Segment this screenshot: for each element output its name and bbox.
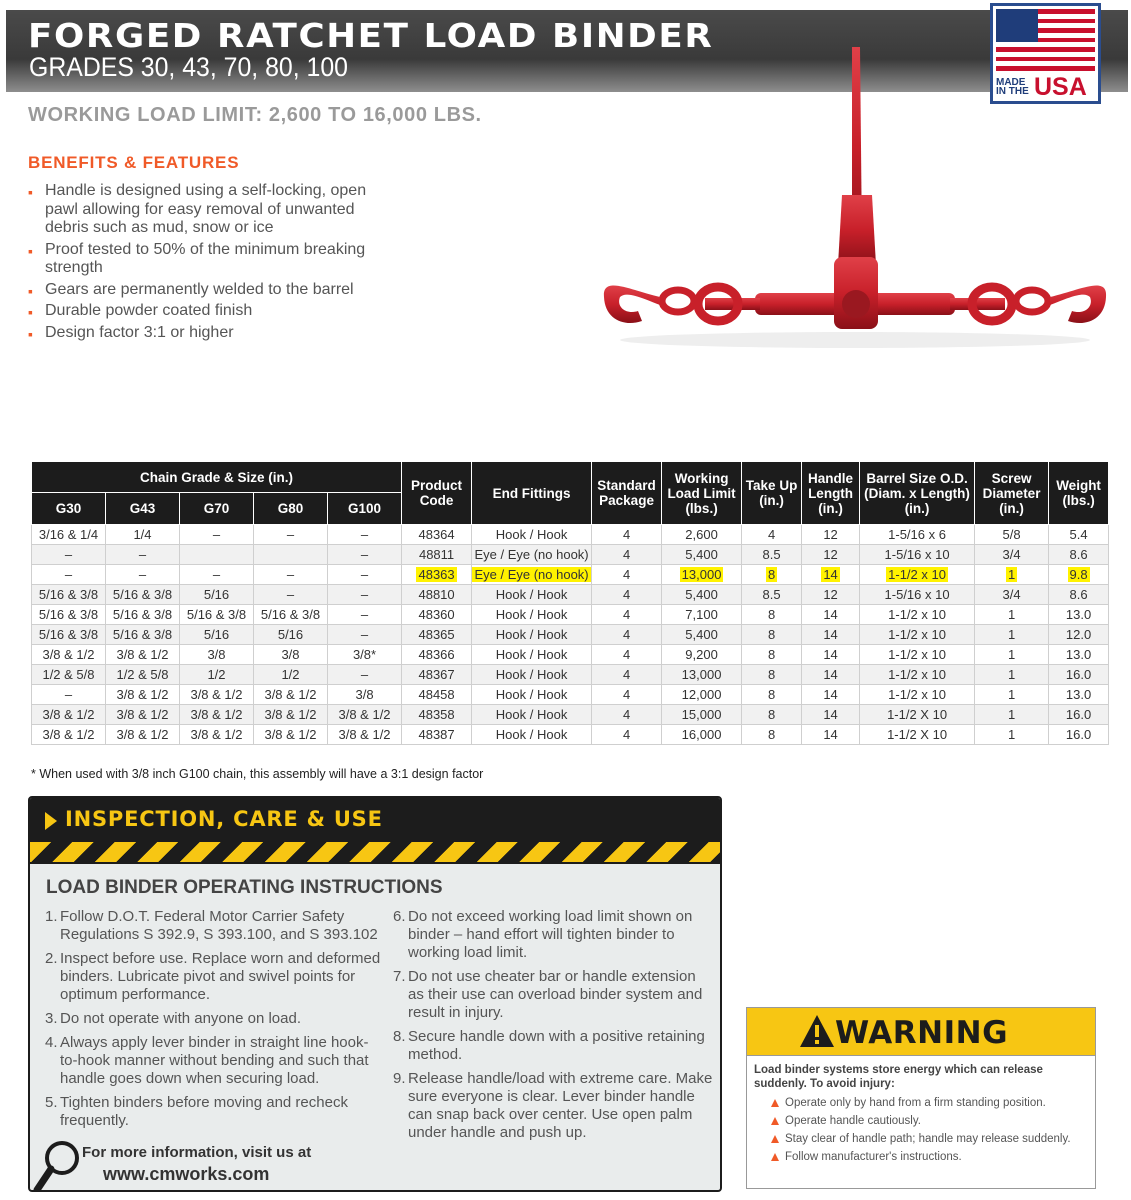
more-info-text: For more information, visit us at (82, 1144, 312, 1161)
table-cell: 1 (975, 725, 1049, 745)
table-cell: 1-1/2 X 10 (860, 725, 975, 745)
table-cell: 4 (592, 665, 662, 685)
table-row (32, 725, 1109, 745)
table-cell: Hook / Hook (472, 705, 592, 725)
table-cell: 1-5/16 x 6 (860, 525, 975, 545)
table-cell: 5/16 & 3/8 (106, 605, 180, 625)
instruction-item: 3. Do not operate with anyone on load. (45, 1010, 302, 1027)
table-cell: 1 (975, 625, 1049, 645)
table-cell: 14 (802, 665, 860, 685)
table-cell: Eye / Eye (no hook) (472, 545, 592, 565)
table-cell: 3/8 & 1/2 (106, 685, 180, 705)
bullet-icon: ▪ (28, 282, 33, 299)
table-cell: 14 (802, 565, 860, 585)
table-cell: – (328, 545, 402, 565)
table-cell: – (32, 685, 106, 705)
instruction-item: 4. Always apply lever binder in straight line hook-to-hook manner without bending and such that handle goes down when securing load. (45, 1034, 369, 1087)
table-cell: Hook / Hook (472, 625, 592, 645)
table-cell: 5/16 & 3/8 (106, 585, 180, 605)
col-header: Handle Length (in.) (802, 462, 860, 525)
table-cell: 48458 (402, 685, 472, 705)
table-cell: – (254, 585, 328, 605)
table-row (32, 645, 1109, 665)
table-cell: 3/8 (180, 645, 254, 665)
table-cell: 1/2 & 5/8 (106, 665, 180, 685)
table-cell: 15,000 (662, 705, 742, 725)
table-row (32, 525, 1109, 545)
table-cell: 1-1/2 x 10 (860, 645, 975, 665)
table-cell: 5/16 (254, 625, 328, 645)
magnifier-icon (32, 1138, 82, 1192)
table-cell: 8 (742, 705, 802, 725)
table-cell: 5/8 (975, 525, 1049, 545)
table-cell: 1-1/2 x 10 (860, 665, 975, 685)
table-cell: 4 (592, 525, 662, 545)
table-cell: 5.4 (1049, 525, 1109, 545)
table-cell: 1-1/2 x 10 (860, 685, 975, 705)
table-cell: 1 (975, 705, 1049, 725)
bullet-icon: ▪ (28, 242, 33, 259)
col-header: Standard Package (592, 462, 662, 525)
benefits-title: BENEFITS & FEATURES (28, 153, 240, 172)
warning-intro: Load binder systems store energy which can release suddenly. To avoid injury: (754, 1064, 1043, 1090)
table-cell: 1-1/2 X 10 (860, 705, 975, 725)
table-row (32, 705, 1109, 725)
col-header: G70 (180, 493, 254, 525)
table-cell: 3/8 & 1/2 (180, 685, 254, 705)
table-cell: 3/8 & 1/2 (180, 725, 254, 745)
table-cell: 1-1/2 x 10 (860, 605, 975, 625)
instructions-title: LOAD BINDER OPERATING INSTRUCTIONS (46, 877, 443, 898)
table-cell: 8.5 (742, 545, 802, 565)
table-cell: 48360 (402, 605, 472, 625)
table-cell: 5/16 & 3/8 (254, 605, 328, 625)
chain-grade-header: Chain Grade & Size (in.) (32, 462, 402, 493)
table-cell: Hook / Hook (472, 585, 592, 605)
table-cell: 3/4 (975, 585, 1049, 605)
table-row (32, 685, 1109, 705)
table-cell: 48387 (402, 725, 472, 745)
table-cell: 3/8 & 1/2 (254, 725, 328, 745)
table-row (32, 625, 1109, 645)
warning-title: WARNING (835, 1015, 1009, 1051)
table-cell: – (106, 565, 180, 585)
table-cell: 16.0 (1049, 665, 1109, 685)
table-cell: 4 (592, 725, 662, 745)
table-cell: 3/8 & 1/2 (106, 725, 180, 745)
table-cell: 5/16 & 3/8 (106, 625, 180, 645)
table-cell: 9,200 (662, 645, 742, 665)
table-cell: 4 (592, 645, 662, 665)
table-cell: 1 (975, 645, 1049, 665)
table-cell: 3/8 (328, 685, 402, 705)
table-cell: 14 (802, 645, 860, 665)
table-cell: – (180, 565, 254, 585)
inspection-panel (28, 796, 722, 1192)
table-cell: – (328, 525, 402, 545)
instruction-item: 6. Do not exceed working load limit shown on binder – hand effort will tighten binder to working load limit. (393, 908, 693, 961)
table-cell: 13,000 (662, 665, 742, 685)
table-row (32, 585, 1109, 605)
feature-item: ▪ Handle is designed using a self-locking, open pawl allowing for easy removal of unwanted debris such as mud, snow or ice (28, 182, 367, 236)
table-cell: – (32, 545, 106, 565)
table-cell: 8 (742, 565, 802, 585)
table-cell: 3/4 (975, 545, 1049, 565)
table-cell: 12 (802, 525, 860, 545)
load-binder-illustration (590, 35, 1110, 355)
instructions-column-right (393, 908, 713, 1148)
table-cell: – (106, 545, 180, 565)
table-cell: 1/2 (180, 665, 254, 685)
warning-item: Operate handle cautiously. (769, 1114, 1089, 1128)
table-cell: 3/8 & 1/2 (328, 705, 402, 725)
table-cell: 1/2 (254, 665, 328, 685)
table-cell: – (32, 565, 106, 585)
table-cell: – (254, 525, 328, 545)
table-cell: 5,400 (662, 545, 742, 565)
instruction-item: 2. Inspect before use. Replace worn and deformed binders. Lubricate pivot and swivel points for optimum performance. (45, 950, 381, 1003)
table-cell: Hook / Hook (472, 605, 592, 625)
table-cell: 3/8 & 1/2 (180, 705, 254, 725)
table-cell: 3/8 & 1/2 (32, 705, 106, 725)
table-cell: – (328, 585, 402, 605)
inspection-header (30, 798, 720, 842)
feature-item: ▪ Durable powder coated finish (28, 302, 253, 320)
table-cell: – (180, 525, 254, 545)
table-cell: 4 (592, 685, 662, 705)
features-list (28, 182, 398, 345)
warning-item: Stay clear of handle path; handle may release suddenly. (769, 1132, 1089, 1146)
table-cell: 48366 (402, 645, 472, 665)
col-header: Take Up (in.) (742, 462, 802, 525)
website-link[interactable]: www.cmworks.com (103, 1164, 270, 1184)
table-cell: 8.6 (1049, 585, 1109, 605)
table-cell: 4 (592, 625, 662, 645)
table-cell: 12.0 (1049, 625, 1109, 645)
table-cell: 1 (975, 565, 1049, 585)
table-cell: 8 (742, 725, 802, 745)
table-cell: 12 (802, 545, 860, 565)
caution-triangle-icon (771, 1153, 779, 1161)
table-cell: 48367 (402, 665, 472, 685)
table-cell: 5/16 (180, 625, 254, 645)
usa-label: USA (1034, 73, 1087, 101)
table-cell: 2,600 (662, 525, 742, 545)
col-header: End Fittings (472, 462, 592, 525)
table-cell: 3/8 & 1/2 (254, 705, 328, 725)
table-cell: 3/8 & 1/2 (254, 685, 328, 705)
table-cell: 8 (742, 625, 802, 645)
table-cell: 48364 (402, 525, 472, 545)
table-cell: 13.0 (1049, 645, 1109, 665)
table-cell: 1-5/16 x 10 (860, 585, 975, 605)
table-cell: 1 (975, 665, 1049, 685)
table-cell: Hook / Hook (472, 665, 592, 685)
warning-list (769, 1096, 1089, 1168)
table-cell: 1 (975, 605, 1049, 625)
table-cell: 5/16 & 3/8 (32, 605, 106, 625)
table-cell: 8.6 (1049, 545, 1109, 565)
table-cell: 1/4 (106, 525, 180, 545)
warning-header (747, 1008, 1095, 1056)
table-cell: 14 (802, 625, 860, 645)
instruction-item: 8. Secure handle down with a positive retaining method. (393, 1028, 705, 1063)
table-cell (254, 545, 328, 565)
col-header: Product Code (402, 462, 472, 525)
col-header: G43 (106, 493, 180, 525)
table-cell: – (328, 625, 402, 645)
spec-table-body (32, 525, 1109, 745)
table-cell: Hook / Hook (472, 525, 592, 545)
feature-item: ▪ Proof tested to 50% of the minimum breaking strength (28, 240, 366, 276)
play-arrow-icon (45, 812, 57, 830)
table-cell: 3/8 & 1/2 (328, 725, 402, 745)
instruction-item: 9. Release handle/load with extreme care. Make sure everyone is clear. Lever binder handle can snap back over center. Use open palm under handle and push up. (393, 1070, 713, 1141)
table-cell: 3/8 & 1/2 (106, 705, 180, 725)
warning-panel (746, 1007, 1096, 1189)
table-cell: Hook / Hook (472, 685, 592, 705)
feature-item: ▪ Design factor 3:1 or higher (28, 323, 234, 342)
table-cell: 3/8 (254, 645, 328, 665)
page-title: FORGED RATCHET LOAD BINDER (28, 16, 714, 55)
table-cell: 14 (802, 605, 860, 625)
table-cell: 48358 (402, 705, 472, 725)
inspection-title: INSPECTION, CARE & USE (65, 807, 383, 831)
table-row (32, 545, 1109, 565)
col-header: Working Load Limit (lbs.) (662, 462, 742, 525)
feature-item: ▪ Gears are permanently welded to the barrel (28, 280, 354, 299)
table-row (32, 565, 1109, 585)
table-cell: 3/8 & 1/2 (106, 645, 180, 665)
table-cell (180, 545, 254, 565)
table-row (32, 605, 1109, 625)
table-cell: 1-1/2 x 10 (860, 625, 975, 645)
table-cell: 8.5 (742, 585, 802, 605)
page-subtitle: GRADES 30, 43, 70, 80, 100 (29, 52, 348, 82)
table-cell: 16.0 (1049, 725, 1109, 745)
warning-triangle-icon (799, 1014, 835, 1048)
table-cell: 14 (802, 685, 860, 705)
hazard-stripe (30, 842, 720, 864)
col-header: Weight (lbs.) (1049, 462, 1109, 525)
table-cell: 1-5/16 x 10 (860, 545, 975, 565)
table-cell: 48365 (402, 625, 472, 645)
table-cell: 16,000 (662, 725, 742, 745)
table-cell: 3/8* (328, 645, 402, 665)
caution-triangle-icon (771, 1117, 779, 1125)
table-cell: – (328, 565, 402, 585)
col-header: G100 (328, 493, 402, 525)
table-cell: 4 (742, 525, 802, 545)
table-cell: 9.8 (1049, 565, 1109, 585)
table-cell: 5/16 & 3/8 (32, 625, 106, 645)
table-cell: 48810 (402, 585, 472, 605)
table-cell: 12 (802, 585, 860, 605)
bullet-icon: ▪ (28, 325, 33, 342)
bullet-icon: ▪ (28, 304, 33, 320)
table-cell: 4 (592, 545, 662, 565)
col-header: Screw Diameter (in.) (975, 462, 1049, 525)
table-cell: 12,000 (662, 685, 742, 705)
working-load-limit: WORKING LOAD LIMIT: 2,600 TO 16,000 LBS. (28, 104, 482, 126)
warning-item: Follow manufacturer's instructions. (769, 1150, 1089, 1164)
caution-triangle-icon (771, 1135, 779, 1143)
table-cell: 8 (742, 665, 802, 685)
table-cell: Hook / Hook (472, 645, 592, 665)
table-cell: 5/16 (180, 585, 254, 605)
footnote: * When used with 3/8 inch G100 chain, this assembly will have a 3:1 design factor (31, 767, 484, 781)
table-cell: 4 (592, 705, 662, 725)
table-cell: 48363 (402, 565, 472, 585)
instruction-item: 1. Follow D.O.T. Federal Motor Carrier Safety Regulations S 392.9, S 393.100, and S 393.102 (45, 908, 378, 943)
table-row (32, 665, 1109, 685)
table-cell: 8 (742, 645, 802, 665)
instruction-item: 5. Tighten binders before moving and recheck frequently. (45, 1094, 348, 1129)
table-cell: 5,400 (662, 585, 742, 605)
table-cell: 13,000 (662, 565, 742, 585)
table-cell: 48811 (402, 545, 472, 565)
col-header: G30 (32, 493, 106, 525)
table-cell: 1/2 & 5/8 (32, 665, 106, 685)
table-cell: 4 (592, 585, 662, 605)
warning-item: Operate only by hand from a firm standing position. (769, 1096, 1089, 1110)
table-cell: 1-1/2 x 10 (860, 565, 975, 585)
table-cell: 4 (592, 605, 662, 625)
table-cell: 4 (592, 565, 662, 585)
table-cell: 14 (802, 725, 860, 745)
caution-triangle-icon (771, 1099, 779, 1107)
table-cell: 5/16 & 3/8 (32, 585, 106, 605)
table-cell: Eye / Eye (no hook) (472, 565, 592, 585)
table-cell: 13.0 (1049, 685, 1109, 705)
col-header: G80 (254, 493, 328, 525)
bullet-icon: ▪ (28, 184, 33, 200)
table-cell: 1 (975, 685, 1049, 705)
spec-table (31, 461, 1109, 745)
table-cell: 3/16 & 1/4 (32, 525, 106, 545)
table-cell: 8 (742, 685, 802, 705)
table-cell: Hook / Hook (472, 725, 592, 745)
table-cell: 3/8 & 1/2 (32, 645, 106, 665)
made-in-the-label: MADE IN THE (996, 77, 1029, 97)
table-cell: – (254, 565, 328, 585)
table-cell: – (328, 665, 402, 685)
table-cell: 8 (742, 605, 802, 625)
table-cell: – (328, 605, 402, 625)
table-cell: 5,400 (662, 625, 742, 645)
table-cell: 14 (802, 705, 860, 725)
table-cell: 5/16 & 3/8 (180, 605, 254, 625)
table-cell: 13.0 (1049, 605, 1109, 625)
table-cell: 3/8 & 1/2 (32, 725, 106, 745)
table-cell: 7,100 (662, 605, 742, 625)
table-cell: 16.0 (1049, 705, 1109, 725)
instruction-item: 7. Do not use cheater bar or handle extension as their use can overload binder system and result in injury. (393, 968, 703, 1021)
instructions-column-left (45, 908, 385, 1136)
col-header: Barrel Size O.D. (Diam. x Length) (in.) (860, 462, 975, 525)
